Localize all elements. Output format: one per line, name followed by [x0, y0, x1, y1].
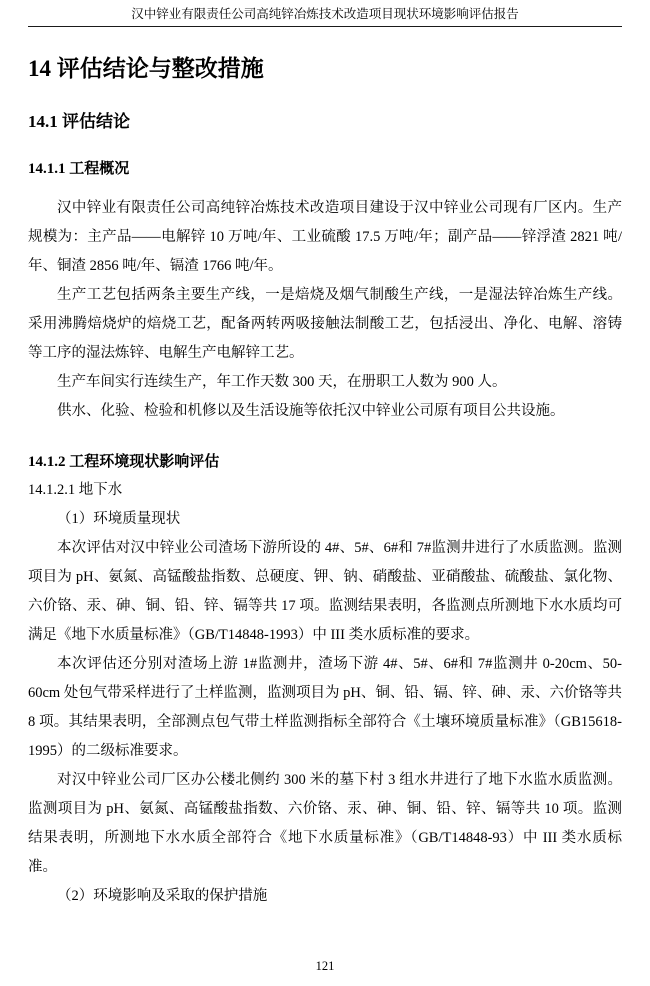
subsection-heading-14-1-2-1: 14.1.2.1 地下水 [28, 482, 123, 498]
para-project-overview-1: 汉中锌业有限责任公司高纯锌冶炼技术改造项目建设于汉中锌业公司现有厂区内。生产规模为：主产品——电解锌 10 万吨/年、工业硫酸 17.5 万吨/年；副产品——锌浮渣 2821 吨/年、铜渣 2856 吨/年、镉渣 1766 吨/年。 [28, 200, 622, 274]
page-number: 121 [315, 959, 335, 973]
para-project-overview-4: 供水、化验、检验和机修以及生活设施等依托汉中锌业公司原有项目公共设施。 [57, 403, 565, 419]
para-project-overview-3: 生产车间实行连续生产，年工作天数 300 天，在册职工人数为 900 人。 [57, 374, 507, 390]
list-item-1-heading: （1）环境质量现状 [57, 511, 181, 527]
section-heading-14-1-2: 14.1.2 工程环境现状影响评估 [28, 454, 220, 470]
chapter-heading: 14 评估结论与整改措施 [28, 56, 264, 81]
section-heading-14-1: 14.1 评估结论 [28, 112, 130, 131]
para-groundwater-quality-1: 本次评估对汉中锌业公司渣场下游所设的 4#、5#、6#和 7#监测井进行了水质监测。监测项目为 pH、氨氮、高锰酸盐指数、总硬度、钾、钠、硝酸盐、亚硝酸盐、硫酸盐、氯化物、六价铬、汞、砷、铜、铅、锌、镉等共 17 项。监测结果表明，各监测点所测地下水水质均可满足《地下水质量标准》（GB/T14848-1993）中 III 类水质标准的要求。 [28, 540, 622, 643]
para-groundwater-quality-2: 本次评估还分别对渣场上游 1#监测井，渣场下游 4#、5#、6#和 7#监测井 0-20cm、50-60cm 处包气带采样进行了土样监测，监测项目为 pH、铜、铅、镉、锌、砷、汞、六价铬等共 8 项。其结果表明，全部测点包气带土样监测指标全部符合《土壤环境质量标准》（GB15618-1995）的二级标准要求。 [28, 656, 622, 759]
section-heading-14-1-1: 14.1.1 工程概况 [28, 161, 130, 177]
running-header: 汉中锌业有限责任公司高纯锌冶炼技术改造项目现状环境影响评估报告 [28, 6, 622, 27]
para-groundwater-quality-3: 对汉中锌业公司厂区办公楼北侧约 300 米的墓下村 3 组水井进行了地下水监水质监测。监测项目为 pH、氨氮、高锰酸盐指数、六价铬、汞、砷、铜、铅、锌、镉等共 10 项。监测结果表明，所测地下水水质全部符合《地下水质量标准》（GB/T14848-93）中 III 类水质标准。 [28, 772, 622, 875]
para-project-overview-2: 生产工艺包括两条主要生产线，一是焙烧及烟气制酸生产线，一是湿法锌冶炼生产线。采用沸腾焙烧炉的焙烧工艺，配备两转两吸接触法制酸工艺，包括浸出、净化、电解、溶铸等工序的湿法炼锌、电解生产电解锌工艺。 [28, 287, 622, 361]
list-item-2-heading: （2）环境影响及采取的保护措施 [57, 888, 268, 904]
